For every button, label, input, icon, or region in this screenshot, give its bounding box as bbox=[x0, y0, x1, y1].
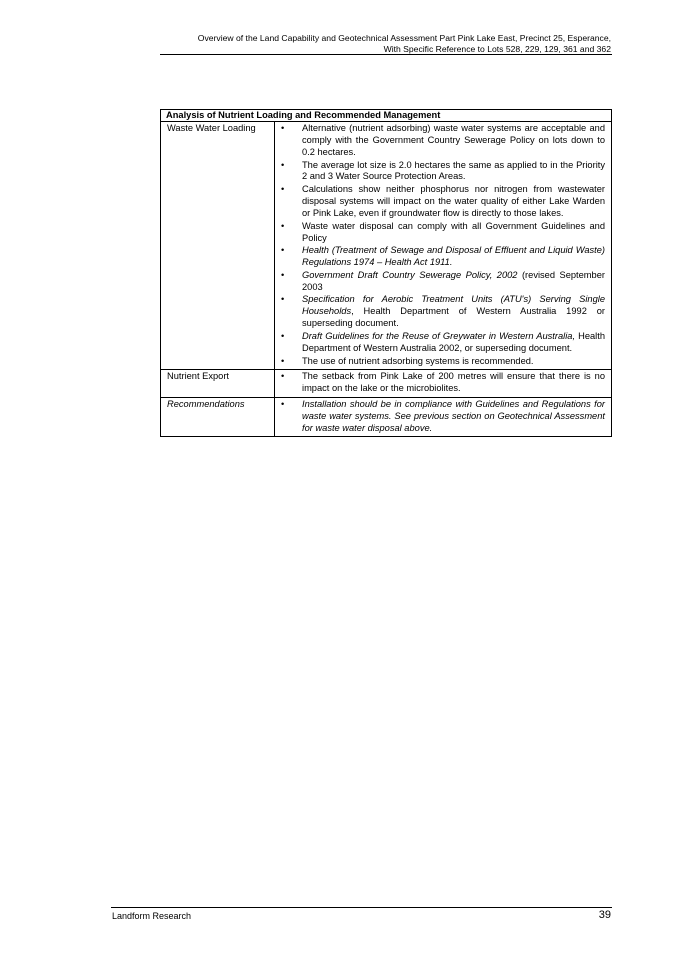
page-number: 39 bbox=[598, 909, 611, 921]
list-item: • The setback from Pink Lake of 200 metres will ensure that there is no impact on the lake or the microbiolites. bbox=[281, 371, 605, 395]
list-item: • The use of nutrient adsorbing systems is recommended. bbox=[281, 356, 605, 368]
table-title: Analysis of Nutrient Loading and Recommended Management bbox=[161, 110, 612, 122]
table-row-nutrient-export bbox=[161, 370, 612, 398]
row-content-recommendations bbox=[275, 397, 612, 437]
bullet-list bbox=[281, 399, 605, 435]
nutrient-analysis-table bbox=[160, 109, 612, 437]
row-content-nutrient-export bbox=[275, 370, 612, 398]
table-title-row bbox=[161, 110, 612, 122]
list-item: • Specification for Aerobic Treatment Units (ATU's) Serving Single Households, Health Department of Western Australia 1992 or superseding document. bbox=[281, 294, 605, 330]
list-item: • Alternative (nutrient adsorbing) waste water systems are acceptable and comply with the Government Country Sewerage Policy on lots down to 0.2 hectares. bbox=[281, 123, 605, 159]
list-item: • Government Draft Country Sewerage Policy, 2002 (revised September 2003 bbox=[281, 270, 605, 294]
list-item: • Calculations show neither phosphorus nor nitrogen from wastewater disposal systems will impact on the water quality of either Lake Warden or Pink Lake, even if groundwater flow is directly to those lakes. bbox=[281, 184, 605, 220]
list-item: • The average lot size is 2.0 hectares the same as applied to in the Priority 2 and 3 Water Source Protection Areas. bbox=[281, 160, 605, 184]
list-item: • Health (Treatment of Sewage and Disposal of Effluent and Liquid Waste) Regulations 1974 – Health Act 1911. bbox=[281, 245, 605, 269]
row-label-waste-water-loading: Waste Water Loading bbox=[161, 122, 275, 370]
list-item: • Waste water disposal can comply with all Government Guidelines and Policy bbox=[281, 221, 605, 245]
page-header bbox=[160, 33, 611, 54]
row-content-waste-water-loading bbox=[275, 122, 612, 370]
list-item: • Draft Guidelines for the Reuse of Greywater in Western Australia, Health Department of Western Australia 2002, or superseding document. bbox=[281, 331, 605, 355]
list-item: • Installation should be in compliance with Guidelines and Regulations for waste water systems. See previous section on Geotechnical Assessment for waste water disposal above. bbox=[281, 399, 605, 435]
header-rule bbox=[160, 54, 612, 55]
header-line-1: Overview of the Land Capability and Geotechnical Assessment Part Pink Lake East, Precinct 25, Esperance, bbox=[197, 33, 611, 43]
table-row-recommendations bbox=[161, 397, 612, 437]
header-line-2: With Specific Reference to Lots 528, 229, 129, 361 and 362 bbox=[383, 43, 611, 54]
row-label-nutrient-export: Nutrient Export bbox=[161, 370, 275, 398]
bullet-list bbox=[281, 123, 605, 368]
table-row-waste-water-loading bbox=[161, 122, 612, 370]
footer-organisation: Landform Research bbox=[112, 911, 192, 921]
bullet-list bbox=[281, 371, 605, 395]
row-label-recommendations: Recommendations bbox=[161, 397, 275, 437]
footer-rule bbox=[111, 907, 612, 908]
